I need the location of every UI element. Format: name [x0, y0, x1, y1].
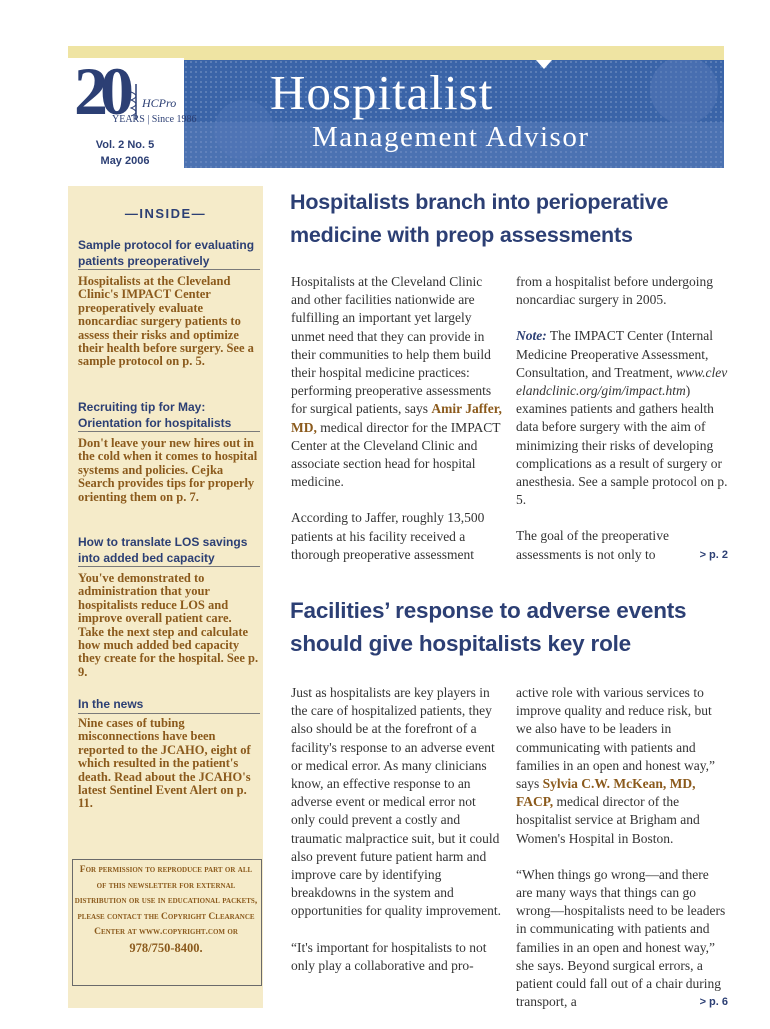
- hcpro-brand: HCPro: [142, 96, 177, 110]
- paragraph: active role with various services to improve quality and reduce risk, but we also have to be leaders in communicating with patients and families in an open and honest way,” says Sylvia C.W. McKean, MD, FACP, medical director of the hospitalist service at Brigham and Women's Hospital in Boston.: [516, 685, 715, 846]
- note-label: Note:: [516, 328, 547, 344]
- paragraph: Just as hospitalists are key players in the care of hospitalized patients, they also should be at the forefront of a facility's response to an adverse event or medical error. As many clinicians know, an effective response to an adverse event or medical error not only could prevent a costly and traumatic malpractice suit, but it could also prevent future patient harm and improve care by identifying breakdowns in the system and opportunities for quality improvement.: [291, 685, 501, 919]
- banner-notch-icon: [536, 60, 552, 69]
- sidebar-item-text: You've demonstrated to administration that your hospitalists reduce LOS and improve overall patient care. Take the next step and calculate how much added bed capacity they create for the hospital. See p. 9.: [78, 571, 259, 679]
- permission-phone: 978/750-8400.: [129, 940, 203, 955]
- person-name: Amir Jaffer, MD,: [291, 401, 502, 435]
- volume-number: Vol. 2 No. 5: [95, 139, 155, 151]
- continued-link[interactable]: > p. 2: [699, 548, 728, 561]
- note-paragraph: Note: The IMPACT Center (Internal Medicine Preoperative Assessment, Consultation, and Treatment, www.clevelandclinic.org/gim/impact.htm) examines patients and gathers health data before surgery with the aim of minimizing their risks of developing complications as a result of surgery or anesthesia. See a sample protocol on p. 5.: [516, 328, 728, 508]
- article-column: [516, 684, 728, 1029]
- paragraph: The goal of the preoperative assessments is not only to > p. 2: [516, 527, 728, 563]
- paragraph: Hospitalists at the Cleveland Clinic and other facilities nationwide are fulfilling an important yet largely unmet need that they can provide in their communities to help them build their hospital medicine practices: performing preoperative assessments for surgical patients, says Amir Jaffer, MD, medical director for the IMPACT Center at the Cleveland Clinic and associate section head for hospital medicine.: [291, 274, 502, 490]
- logo-years: YEARS | Since 1986: [112, 114, 197, 125]
- paragraph: “It's important for hospitalists to not only play a collaborative and pro-: [291, 939, 487, 973]
- article-headline: Facilities’ response to adverse events should give hospitalists key role: [290, 598, 687, 656]
- sidebar-item-text: Don't leave your new hires out in the cold when it comes to hospital systems and policies. Cejka Search provides tips for properly orienting them on p. 7.: [78, 436, 258, 504]
- article-column: [291, 684, 503, 993]
- impact-link[interactable]: www.clevelandclinic.org/gim/impact.htm: [516, 364, 728, 399]
- continued-link[interactable]: > p. 6: [699, 996, 728, 1009]
- permission-statement: For permission to reproduce part or all of this newsletter for external distribution or use in educational packets, please contact the Copyright Clearance Center at www.copyright.com or: [74, 865, 258, 937]
- sidebar-item-title: Recruiting tip for May: Orientation for hospitalists: [78, 400, 260, 432]
- sidebar-item-title: Sample protocol for evaluating patients preoperatively: [78, 238, 260, 270]
- permission-text: [74, 863, 258, 956]
- anniversary-logo: 20: [74, 53, 126, 129]
- article-column: [291, 273, 503, 582]
- article-headline: Hospitalists branch into perioperative medicine with preop assessments: [290, 190, 669, 247]
- paragraph: “When things go wrong—and there are many ways that things can go wrong—hospitalists need to be leaders in communicating with patients and families in an open and honest way,” she says. Beyond surgical errors, a patient could fall out of a chair during transport, a > p. 6: [516, 866, 728, 1012]
- person-name: Sylvia C.W. McKean, MD, FACP,: [516, 776, 696, 810]
- sidebar-item-text: Hospitalists at the Cleveland Clinic's IMPACT Center preoperatively evaluate noncardiac surgery patients to assess their risks and optimize their health before surgery. See a sample protocol on p. 5.: [78, 274, 254, 369]
- article-column: [516, 273, 728, 582]
- issue-date: May 2006: [100, 155, 150, 167]
- sidebar-item-text: Nine cases of tubing misconnections have been reported to the JCAHO, eight of which resulted in the patient's death. Read about the JCAHO's latest Sentinel Event Alert on p. 11.: [78, 716, 251, 811]
- paragraph: from a hospitalist before undergoing noncardiac surgery in 2005.: [516, 274, 713, 308]
- newsletter-subtitle: Management Advisor: [312, 121, 590, 153]
- sidebar-item-title: In the news: [78, 697, 260, 714]
- newsletter-title: Hospitalist: [270, 65, 494, 120]
- sidebar-item-title: How to translate LOS savings into added bed capacity: [78, 535, 260, 567]
- issue-info: [90, 137, 160, 169]
- inside-heading: —INSIDE—: [124, 206, 207, 221]
- paragraph: According to Jaffer, roughly 13,500 patients at his facility received a thorough preoperative assessment: [291, 510, 485, 562]
